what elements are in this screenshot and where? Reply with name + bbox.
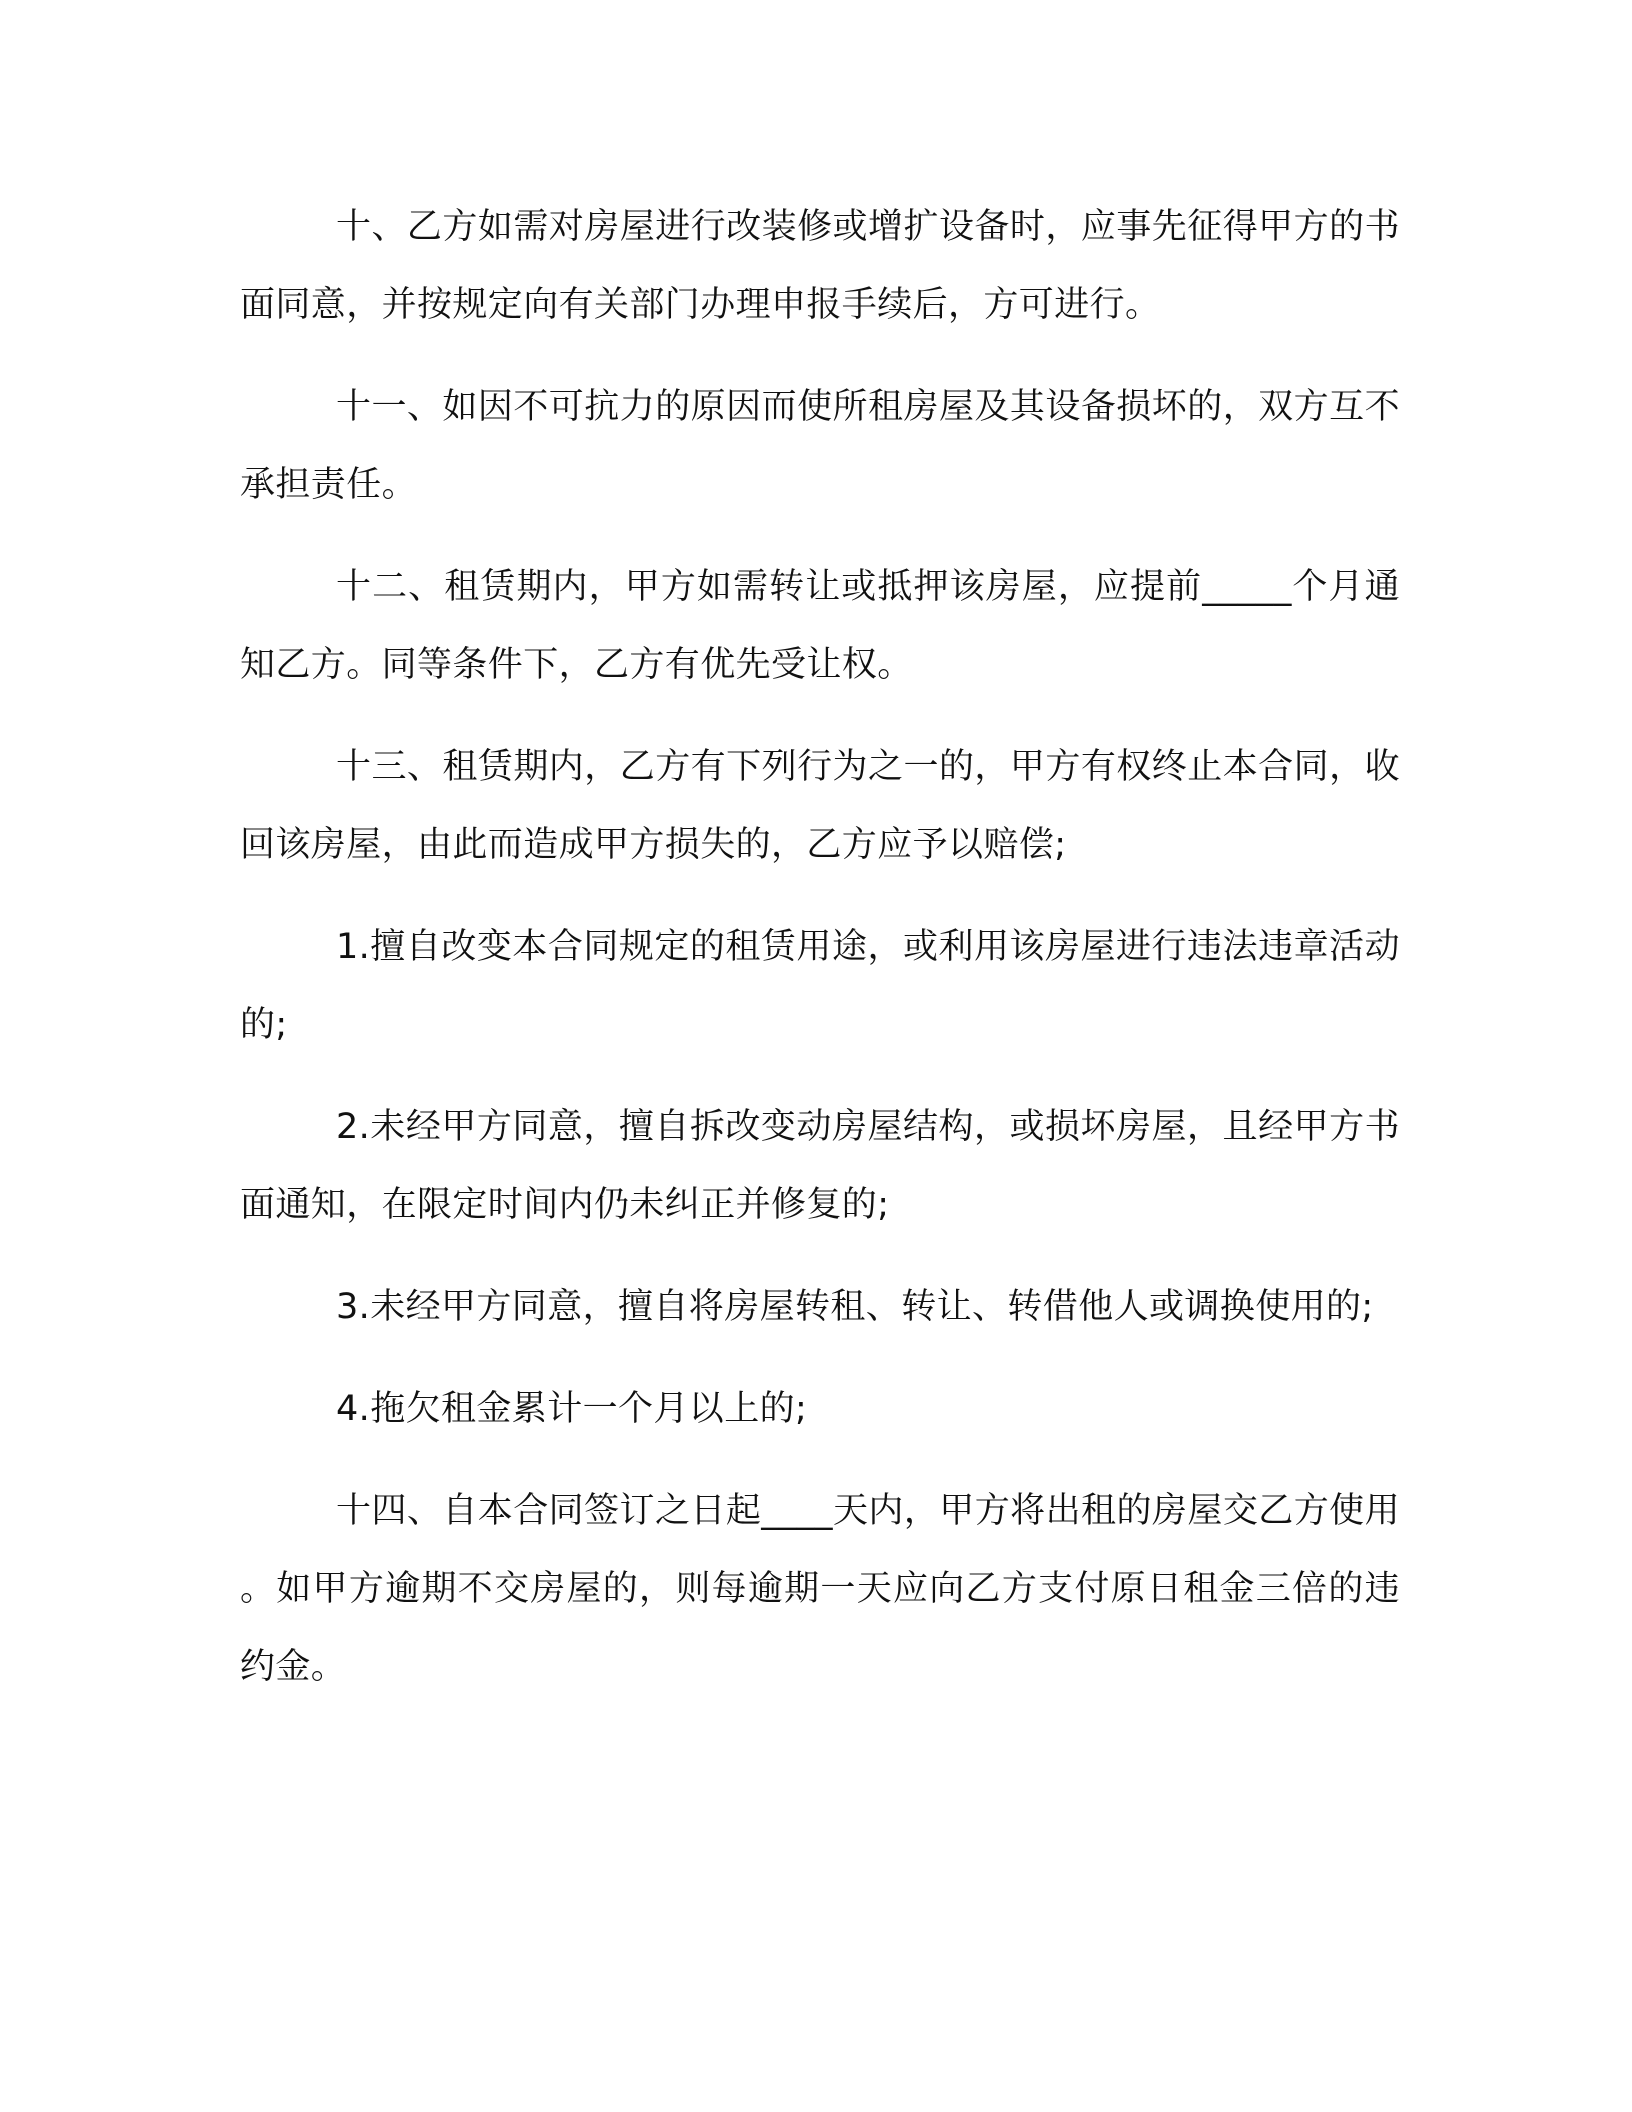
clause-13-item-4: 4.拖欠租金累计一个月以上的; [336,1389,808,1429]
document-body [240,188,1400,1730]
clause-10-paragraph: 十、乙方如需对房屋进行改装修或增扩设备时，应事先征得甲方的书面同意，并按规定向有关部门办理申报手续后，方可进行。 [240,207,1400,325]
clause-13-item-1: 1.擅自改变本合同规定的租赁用途，或利用该房屋进行违法违章活动的; [240,927,1400,1045]
clause-11-paragraph: 十一、如因不可抗力的原因而使所租房屋及其设备损坏的，双方互不承担责任。 [240,387,1400,505]
clause-13-paragraph: 十三、租赁期内，乙方有下列行为之一的，甲方有权终止本合同，收回该房屋，由此而造成甲方损失的，乙方应予以赔偿; [240,747,1400,865]
clause-14-paragraph: 十四、自本合同签订之日起____天内，甲方将出租的房屋交乙方使用。如甲方逾期不交房屋的，则每逾期一天应向乙方支付原日租金三倍的违约金。 [240,1491,1400,1687]
clause-13-item-2: 2.未经甲方同意，擅自拆改变动房屋结构，或损坏房屋，且经甲方书面通知，在限定时间内仍未纠正并修复的; [240,1107,1400,1225]
clause-12-paragraph: 十二、租赁期内，甲方如需转让或抵押该房屋，应提前_____个月通知乙方。同等条件下，乙方有优先受让权。 [240,567,1400,685]
clause-13-item-3: 3.未经甲方同意，擅自将房屋转租、转让、转借他人或调换使用的; [336,1287,1374,1327]
